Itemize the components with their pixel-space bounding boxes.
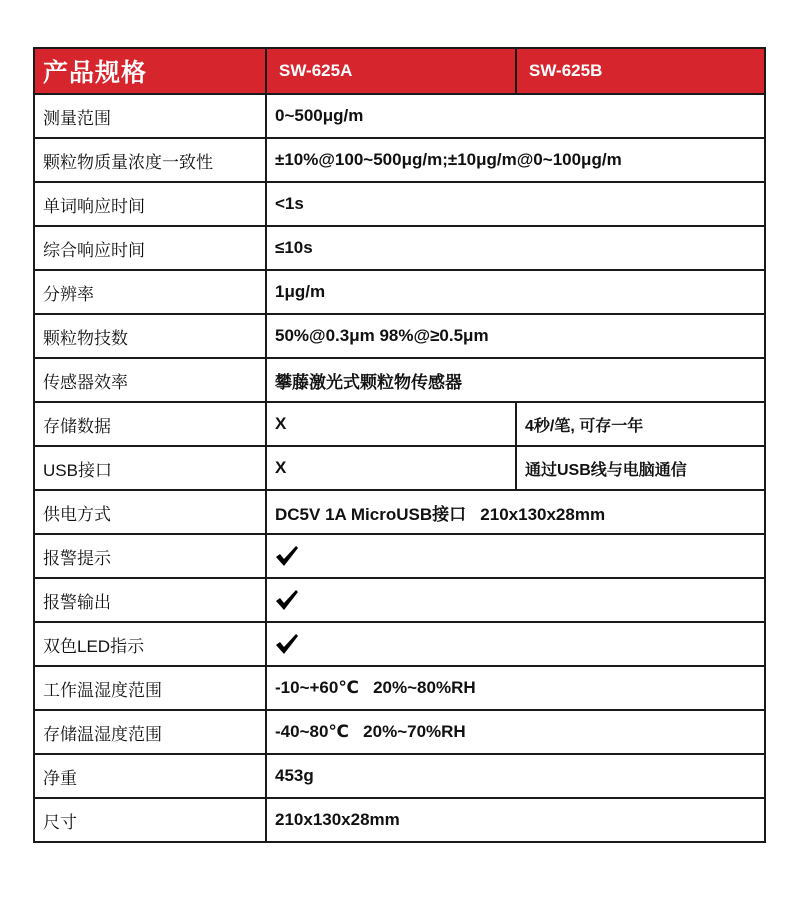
- table-row: [34, 798, 765, 842]
- row-value-a: X: [266, 402, 516, 446]
- row-label: 报警提示: [34, 534, 266, 578]
- table-header: [34, 48, 765, 94]
- table-row: [34, 534, 765, 578]
- table-row: [34, 314, 765, 358]
- table-row: [34, 490, 765, 534]
- row-value: [266, 622, 765, 666]
- row-value: 1μg/m: [266, 270, 765, 314]
- table-row: [34, 446, 765, 490]
- table-row: [34, 358, 765, 402]
- table-row: [34, 578, 765, 622]
- row-value: 0~500μg/m: [266, 94, 765, 138]
- table-row: [34, 622, 765, 666]
- table-row: [34, 182, 765, 226]
- row-value: 453g: [266, 754, 765, 798]
- table-row: [34, 666, 765, 710]
- checkmark-icon: [275, 589, 299, 611]
- model-a-header: SW-625A: [266, 48, 516, 94]
- row-value-a: X: [266, 446, 516, 490]
- row-label: 传感器效率: [34, 358, 266, 402]
- row-label: 分辨率: [34, 270, 266, 314]
- spec-table: [33, 47, 766, 843]
- row-label: 测量范围: [34, 94, 266, 138]
- row-label: 尺寸: [34, 798, 266, 842]
- row-label: 单词响应时间: [34, 182, 266, 226]
- row-label: 存储数据: [34, 402, 266, 446]
- table-row: [34, 94, 765, 138]
- model-b-header: SW-625B: [516, 48, 765, 94]
- row-label: USB接口: [34, 446, 266, 490]
- table-row: [34, 270, 765, 314]
- row-label: 双色LED指示: [34, 622, 266, 666]
- row-label: 综合响应时间: [34, 226, 266, 270]
- row-value: DC5V 1A MicroUSB接口 210x130x28mm: [266, 490, 765, 534]
- row-value-b: 通过USB线与电脑通信: [516, 446, 765, 490]
- row-value-b: 4秒/笔, 可存一年: [516, 402, 765, 446]
- row-label: 供电方式: [34, 490, 266, 534]
- row-label: 颗粒物质量浓度一致性: [34, 138, 266, 182]
- row-value: ≤10s: [266, 226, 765, 270]
- row-value: -40~80℃ 20%~70%RH: [266, 710, 765, 754]
- row-value: [266, 534, 765, 578]
- row-label: 报警输出: [34, 578, 266, 622]
- row-value: -10~+60℃ 20%~80%RH: [266, 666, 765, 710]
- row-value: ±10%@100~500μg/m;±10μg/m@0~100μg/m: [266, 138, 765, 182]
- row-value: 210x130x28mm: [266, 798, 765, 842]
- table-row: [34, 710, 765, 754]
- table-row: [34, 402, 765, 446]
- row-value: 50%@0.3μm 98%@≥0.5μm: [266, 314, 765, 358]
- checkmark-icon: [275, 545, 299, 567]
- table-row: [34, 754, 765, 798]
- row-value: 攀藤激光式颗粒物传感器: [266, 358, 765, 402]
- spec-title: 产品规格: [34, 48, 266, 94]
- row-label: 颗粒物技数: [34, 314, 266, 358]
- table-row: [34, 226, 765, 270]
- checkmark-icon: [275, 633, 299, 655]
- row-label: 工作温湿度范围: [34, 666, 266, 710]
- row-label: 净重: [34, 754, 266, 798]
- table-row: [34, 138, 765, 182]
- row-value: <1s: [266, 182, 765, 226]
- row-label: 存储温湿度范围: [34, 710, 266, 754]
- row-value: [266, 578, 765, 622]
